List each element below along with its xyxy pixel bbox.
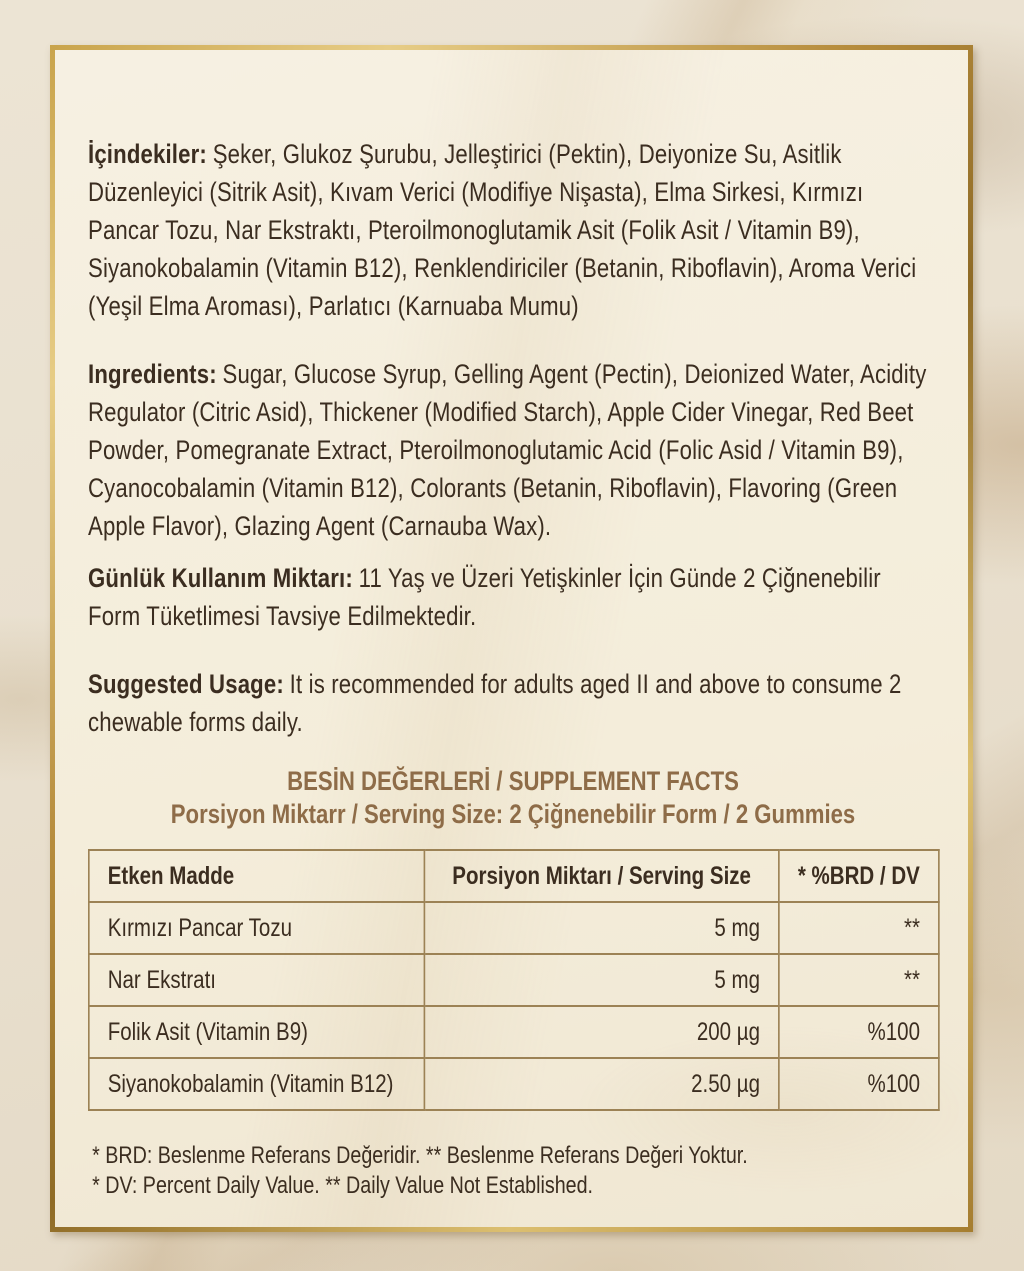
footnotes	[88, 1141, 938, 1201]
table-row	[89, 1058, 939, 1110]
ingredients-en-text: Sugar, Glucose Syrup, Gelling Agent (Pectin), Deionized Water, Acidity Regulator (Citric Asid), Thickener (Modified Starch), Apple Cider Vinegar, Red Beet Powder, Pomegranate Extract, Pteroilmonoglutamic Acid (Folic Asid / Vitamin B9), Cyanocobalamin (Vitamin B12), Colorants (Betanin, Riboflavin), Flavoring (Green Apple Flavor), Glazing Agent (Carnauba Wax).	[88, 359, 927, 541]
usage-tr-label: Günlük Kullanım Miktarı:	[88, 563, 353, 593]
ingredient-dv: %100	[779, 1058, 939, 1110]
ingredient-amount: 5 mg	[424, 954, 778, 1006]
ingredient-dv: **	[779, 954, 939, 1006]
footnote-brd: * BRD: Beslenme Referans Değeridir. ** Beslenme Referans Değeri Yoktur.	[92, 1142, 748, 1169]
supplement-facts-title: BESİN DEĞERLERİ / SUPPLEMENT FACTS	[287, 766, 739, 796]
ingredients-tr-text: Şeker, Glukoz Şurubu, Jelleştirici (Pektin), Deiyonize Su, Asitlik Düzenleyici (Sitrik Asit), Kıvam Verici (Modifiye Nişasta), Elma Sirkesi, Kırmızı Pancar Tozu, Nar Ekstraktı, Pteroilmonoglutamik Asit (Folik Asit / Vitamin B9), Siyanokobalamin (Vitamin B12), Renklendiriciler (Betanin, Riboflavin), Aroma Verici (Yeşil Elma Aroması), Parlatıcı (Karnuaba Mumu)	[88, 139, 917, 321]
header-serving-size: Porsiyon Miktarı / Serving Size	[424, 850, 778, 902]
table-row	[89, 1006, 939, 1058]
usage-tr-text: 11 Yaş ve Üzeri Yetişkinler İçin Günde 2 Çiğnenebilir Form Tüketlimesi Tavsiye Edilmektedir.	[88, 563, 881, 631]
table-row	[89, 954, 939, 1006]
supplement-facts-table	[88, 849, 940, 1111]
ingredient-amount: 2.50 µg	[424, 1058, 778, 1110]
ingredients-en-label: Ingredients:	[88, 359, 217, 389]
usage-en-text: It is recommended for adults aged II and above to consume 2 chewable forms daily.	[88, 669, 902, 737]
ingredient-name: Nar Ekstratı	[89, 954, 425, 1006]
usage-tr-paragraph	[88, 559, 938, 635]
usage-en-paragraph	[88, 665, 938, 741]
ingredient-name: Kırmızı Pancar Tozu	[89, 902, 425, 954]
gold-frame	[50, 45, 973, 1232]
header-brd-dv: * %BRD / DV	[779, 850, 939, 902]
ingredients-en-paragraph	[88, 355, 938, 545]
header-active-ingredient: Etken Madde	[89, 850, 425, 902]
ingredient-amount: 200 µg	[424, 1006, 778, 1058]
label-content	[88, 50, 938, 1201]
usage-en-label: Suggested Usage:	[88, 669, 284, 699]
ingredient-dv: **	[779, 902, 939, 954]
ingredients-tr-label: İçindekiler:	[88, 139, 207, 169]
ingredients-tr-paragraph	[88, 135, 938, 325]
footnote-dv: * DV: Percent Daily Value. ** Daily Value Not Established.	[92, 1172, 594, 1199]
ingredient-dv: %100	[779, 1006, 939, 1058]
table-row	[89, 902, 939, 954]
table-header-row	[89, 850, 939, 902]
ingredient-amount: 5 mg	[424, 902, 778, 954]
ingredient-name: Folik Asit (Vitamin B9)	[89, 1006, 425, 1058]
serving-size-line: Porsiyon Miktarr / Serving Size: 2 Çiğnenebilir Form / 2 Gummies	[170, 799, 856, 829]
ingredient-name: Siyanokobalamin (Vitamin B12)	[89, 1058, 425, 1110]
